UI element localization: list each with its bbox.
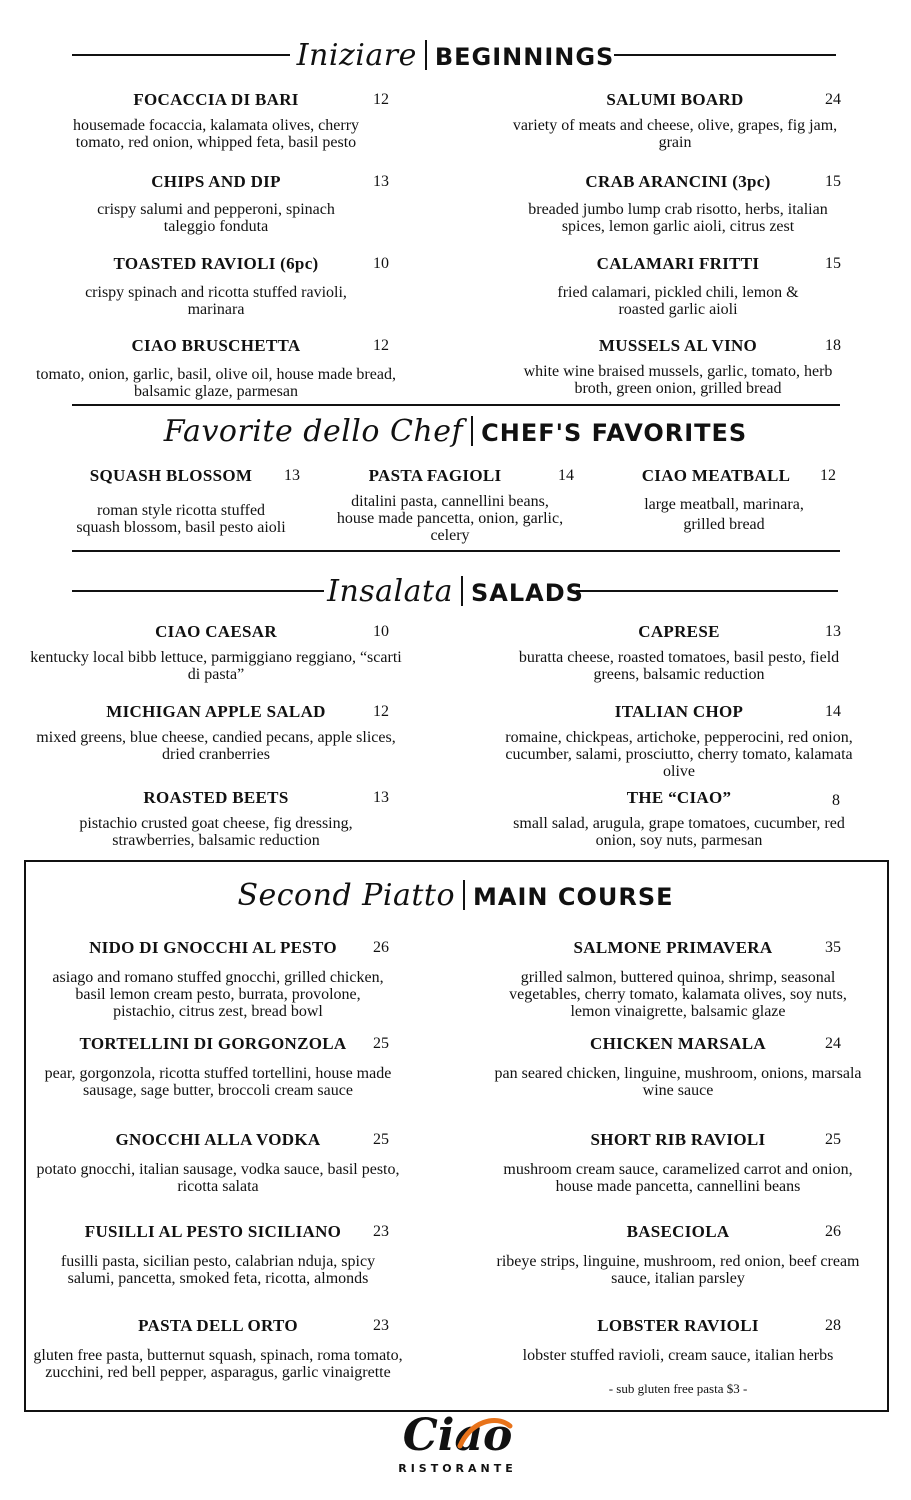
item-price: 23: [373, 1223, 389, 1240]
item-description: tomato, onion, garlic, basil, olive oil, house made bread, balsamic glaze, parmesan: [36, 366, 396, 400]
item-price: 18: [825, 337, 841, 354]
menu-item: [490, 1316, 866, 1364]
item-price: 25: [373, 1035, 389, 1052]
item-name: TOASTED RAVIOLI (6pc): [113, 254, 319, 273]
menu-item: [606, 466, 842, 535]
menu-item: [490, 938, 866, 1020]
item-description: small salad, arugula, grape tomatoes, cucumber, red onion, soy nuts, parmesan: [513, 815, 845, 849]
menu-item: [494, 788, 864, 849]
menu-item: [30, 1316, 406, 1381]
item-name: CALAMARI FRITTI: [596, 254, 760, 273]
section-title: SALADS: [470, 579, 584, 607]
item-price: 23: [373, 1317, 389, 1334]
item-name: FUSILLI AL PESTO SICILIANO: [84, 1222, 342, 1241]
logo-text: Ciao: [402, 1410, 513, 1461]
menu-item: [36, 172, 396, 235]
item-price: 26: [373, 939, 389, 956]
menu-item: [30, 1222, 406, 1287]
ciao-logo: [390, 1410, 525, 1485]
item-price: 25: [825, 1131, 841, 1148]
gluten-free-note: - sub gluten free pasta $3 -: [608, 1381, 748, 1396]
section-header-chef: [0, 414, 911, 449]
item-price: 28: [825, 1317, 841, 1334]
menu-item: [56, 466, 306, 536]
item-description: housemade focaccia, kalamata olives, cherry tomato, red onion, whipped feta, basil pesto: [72, 117, 360, 151]
section-header-salads: [0, 574, 911, 609]
item-price: 12: [820, 467, 836, 484]
logo-swoosh-icon: [456, 1416, 514, 1452]
item-description: fried calamari, pickled chili, lemon & roasted garlic aioli: [557, 284, 799, 318]
item-name: NIDO DI GNOCCHI AL PESTO: [89, 938, 337, 957]
item-name: SQUASH BLOSSOM: [89, 466, 253, 485]
item-name: BASECIOLA: [626, 1222, 730, 1241]
section-script-title: Iniziare: [296, 38, 417, 73]
item-price: 12: [373, 91, 389, 108]
item-name: CIAO CAESAR: [155, 622, 277, 641]
item-price: 13: [373, 173, 389, 190]
item-description: variety of meats and cheese, olive, grapes, fig jam, grain: [512, 117, 838, 151]
item-price: 14: [558, 467, 574, 484]
menu-item: [26, 702, 406, 763]
item-description: crispy spinach and ricotta stuffed ravioli, marinara: [85, 284, 347, 318]
item-price: 10: [373, 255, 389, 272]
item-description: mixed greens, blue cheese, candied pecans, apple slices, dried cranberries: [36, 729, 396, 763]
item-name: CIAO BRUSCHETTA: [131, 336, 301, 355]
item-name: MUSSELS AL VINO: [598, 336, 758, 355]
menu-item: [30, 1130, 406, 1195]
menu-item: [494, 702, 864, 780]
section-title: BEGINNINGS: [434, 43, 615, 71]
item-name: CHICKEN MARSALA: [590, 1034, 766, 1053]
menu-item: [30, 1034, 406, 1099]
item-name: SALMONE PRIMAVERA: [573, 938, 773, 957]
item-name: CAPRESE: [638, 622, 720, 641]
item-name: THE “CIAO”: [626, 788, 732, 807]
item-name: GNOCCHI ALLA VODKA: [115, 1130, 321, 1149]
item-name: SHORT RIB RAVIOLI: [590, 1130, 766, 1149]
item-description: lobster stuffed ravioli, cream sauce, italian herbs: [522, 1347, 834, 1364]
item-price: 26: [825, 1223, 841, 1240]
item-description: crispy salumi and pepperoni, spinach taleggio fonduta: [97, 201, 335, 235]
item-price: 10: [373, 623, 389, 640]
menu-item: [490, 1222, 866, 1287]
item-description: large meatball, marinara, grilled bread: [644, 496, 804, 533]
menu-item: [26, 788, 406, 849]
menu-item: [330, 466, 574, 544]
item-name: PASTA DELL ORTO: [138, 1316, 298, 1335]
item-description: ditalini pasta, cannellini beans, house made pancetta, onion, garlic, celery: [336, 493, 564, 544]
item-price: 24: [825, 1035, 841, 1052]
item-description: potato gnocchi, italian sausage, vodka sauce, basil pesto, ricotta salata: [36, 1161, 400, 1195]
item-description: white wine braised mussels, garlic, tomato, herb broth, green onion, grilled bread: [523, 363, 833, 397]
item-description: gluten free pasta, butternut squash, spinach, roma tomato, zucchini, red bell pepper, asparagus, garlic vinaigrette: [33, 1347, 403, 1381]
divider-line: [72, 404, 840, 406]
item-price: 13: [284, 467, 300, 484]
menu-item: [500, 90, 850, 151]
menu-item: [36, 336, 396, 400]
section-title: CHEF'S FAVORITES: [481, 419, 748, 447]
item-name: TORTELLINI DI GORGONZOLA: [79, 1034, 347, 1053]
item-price: 12: [373, 337, 389, 354]
item-price: 15: [825, 255, 841, 272]
item-description: fusilli pasta, sicilian pesto, calabrian nduja, spicy salumi, pancetta, smoked feta, ricotta, almonds: [60, 1253, 376, 1287]
item-name: SALUMI BOARD: [606, 90, 744, 109]
item-price: 13: [373, 789, 389, 806]
item-price: 14: [825, 703, 841, 720]
menu-item: [494, 622, 864, 683]
menu-item: [500, 254, 856, 318]
section-title: MAIN COURSE: [473, 883, 674, 911]
item-description: pan seared chicken, linguine, mushroom, onions, marsala wine sauce: [494, 1065, 862, 1099]
item-price: 12: [373, 703, 389, 720]
section-script-title: Second Piatto: [237, 878, 456, 913]
item-name: LOBSTER RAVIOLI: [597, 1316, 759, 1335]
item-description: mushroom cream sauce, caramelized carrot and onion, house made pancetta, cannellini beans: [503, 1161, 853, 1195]
item-price: 24: [825, 91, 841, 108]
item-description: kentucky local bibb lettuce, parmiggiano reggiano, “scarti di pasta”: [30, 649, 402, 683]
item-price: 13: [825, 623, 841, 640]
menu-item: [490, 1130, 866, 1195]
divider-line: [72, 550, 840, 552]
menu-item: [36, 90, 396, 151]
item-name: MICHIGAN APPLE SALAD: [106, 702, 326, 721]
item-price: 15: [825, 173, 841, 190]
menu-item: [26, 622, 406, 683]
logo-subtitle: RISTORANTE: [398, 1462, 517, 1475]
item-description: breaded jumbo lump crab risotto, herbs, italian spices, lemon garlic aioli, citrus zest: [528, 201, 828, 235]
item-description: grilled salmon, buttered quinoa, shrimp, seasonal vegetables, cherry tomato, kalamata olives, soy nuts, lemon vinaigrette, balsamic glaze: [509, 969, 847, 1020]
item-price: 35: [825, 939, 841, 956]
menu-item: [30, 938, 406, 1020]
item-description: romaine, chickpeas, artichoke, pepperocini, red onion, cucumber, salami, prosciutto, cherry tomato, kalamata olive: [505, 729, 853, 780]
item-name: CHIPS AND DIP: [151, 172, 281, 191]
menu-item: [500, 336, 856, 397]
menu-item: [36, 254, 396, 318]
item-description: roman style ricotta stuffed squash blossom, basil pesto aioli: [76, 502, 286, 536]
section-header-beginnings: [0, 38, 911, 73]
menu-item: [500, 172, 856, 235]
item-name: CRAB ARANCINI (3pc): [585, 172, 771, 191]
item-name: PASTA FAGIOLI: [368, 466, 502, 485]
item-name: CIAO MEATBALL: [641, 466, 791, 485]
section-script-title: Insalata: [327, 574, 453, 609]
section-script-title: Favorite dello Chef: [163, 414, 464, 449]
item-name: ITALIAN CHOP: [614, 702, 744, 721]
item-price: 25: [373, 1131, 389, 1148]
item-description: asiago and romano stuffed gnocchi, grilled chicken, basil lemon cream pesto, burrata, provolone, pistachio, citrus zest, bread bowl: [52, 969, 384, 1020]
item-description: pistachio crusted goat cheese, fig dressing, strawberries, balsamic reduction: [79, 815, 353, 849]
item-name: ROASTED BEETS: [143, 788, 289, 807]
item-description: ribeye strips, linguine, mushroom, red onion, beef cream sauce, italian parsley: [496, 1253, 860, 1287]
menu-item: [490, 1034, 866, 1099]
section-header-main: [0, 878, 911, 913]
item-description: pear, gorgonzola, ricotta stuffed tortellini, house made sausage, sage butter, broccoli cream sauce: [44, 1065, 392, 1099]
item-description: buratta cheese, roasted tomatoes, basil pesto, field greens, balsamic reduction: [518, 649, 840, 683]
item-name: FOCACCIA DI BARI: [133, 90, 299, 109]
item-price: 8: [832, 792, 840, 809]
